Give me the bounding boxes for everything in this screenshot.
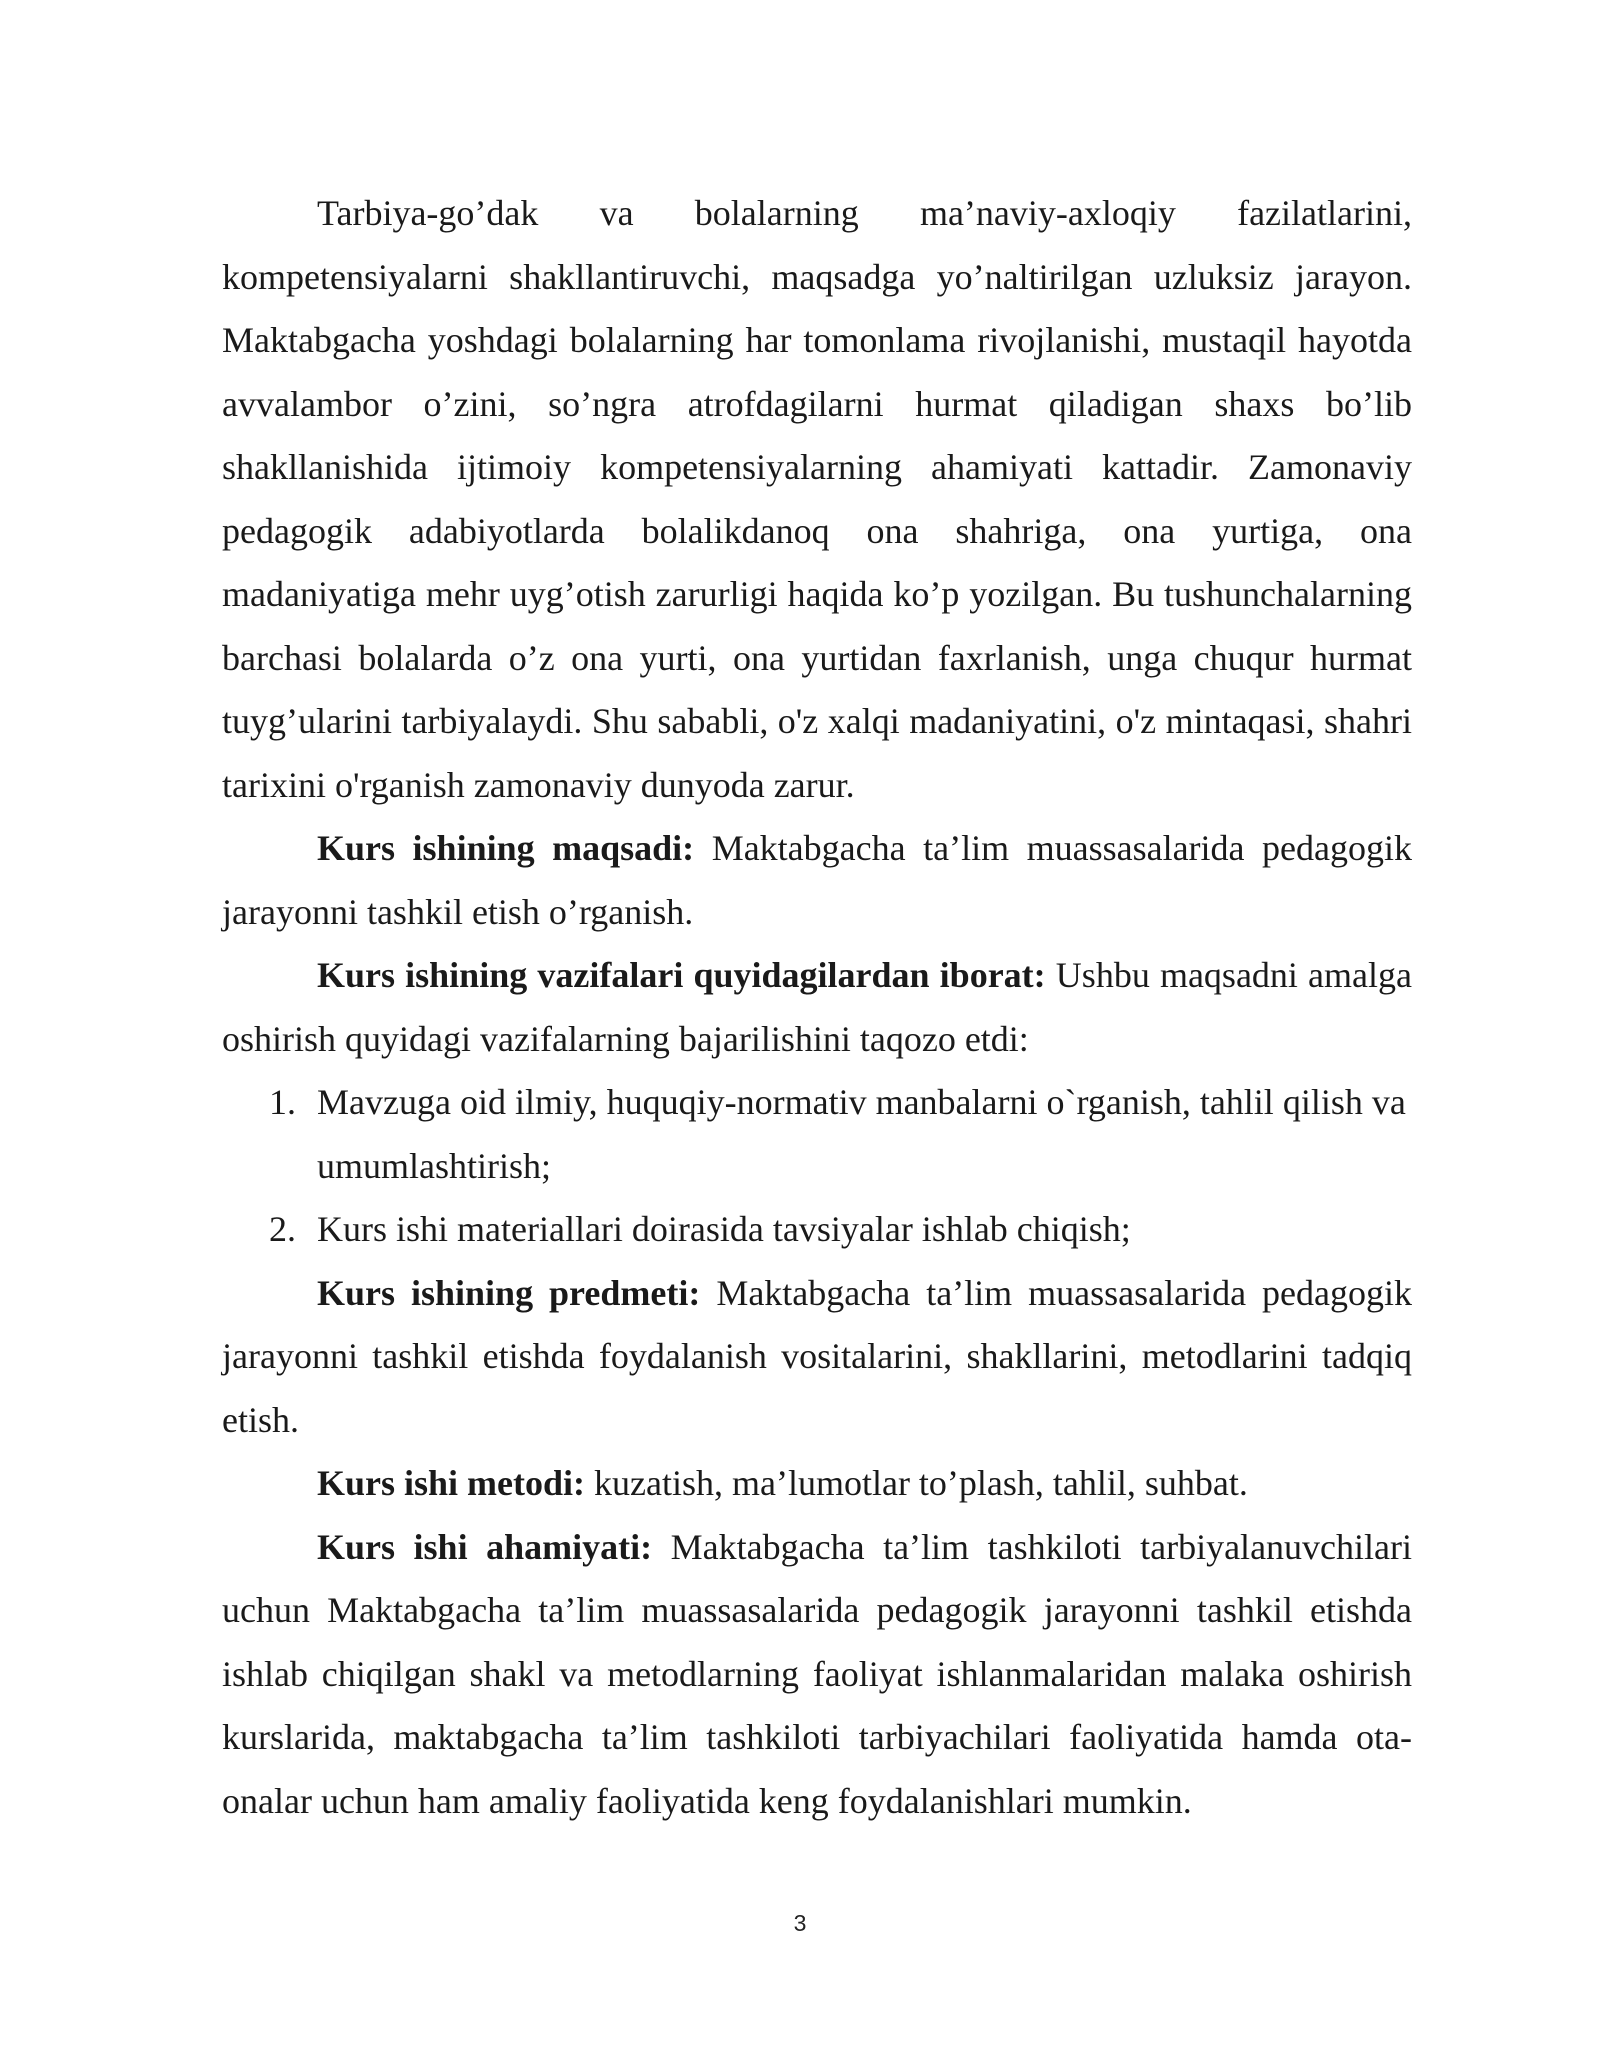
- method-paragraph: [222, 1452, 1412, 1516]
- method-text: kuzatish, ma’lumotlar to’plash, tahlil, suhbat.: [585, 1463, 1248, 1503]
- tasks-list: [222, 1071, 1412, 1262]
- tasks-label: Kurs ishining vazifalari quyidagilardan iborat:: [317, 955, 1046, 995]
- tasks-paragraph: [222, 944, 1412, 1071]
- tasks-text: Ushbu maqsadni amalga oshirish quyidagi vazifalarning bajarilishini taqozo etdi:: [222, 955, 1412, 1059]
- subject-label: Kurs ishining predmeti:: [317, 1272, 701, 1313]
- intro-paragraph: Tarbiya-go’dak va bolalarning ma’naviy-axloqiy fazilatlarini, kompetensiyalarni shakllantiruvchi, maqsadga yo’naltirilgan uzluksiz jarayon. Maktabgacha yoshdagi bolalarning har tomonlama rivojlanishi, mustaqil hayotda avvalambor o’zini, so’ngra atrofdagilarni hurmat qiladigan shaxs bo’lib shakllanishida ijtimoiy kompetensiyalarning ahamiyati kattadir. Zamonaviy pedagogik adabiyotlarda bolalikdanoq ona shahriga, ona yurtiga, ona madaniyatiga mehr uyg’otish zarurligi haqida ko’p yozilgan. Bu tushunchalarning barchasi bolalarda o’z ona yurti, ona yurtidan faxrlanish, unga chuqur hurmat tuyg’ularini tarbiyalaydi. Shu sababli, o'z xalqi madaniyatini, o'z mintaqasi, shahri tarixini o'rganish zamonaviy dunyoda zarur.: [222, 193, 1412, 805]
- list-item: [222, 1198, 1412, 1262]
- significance-paragraph: [222, 1516, 1412, 1834]
- list-item: [222, 1071, 1412, 1198]
- method-label: Kurs ishi metodi:: [317, 1463, 586, 1503]
- goal-text: Maktabgacha ta’lim muassasalarida pedagogik jarayonni tashkil etish o’rganish.: [222, 828, 1412, 932]
- document-body: [222, 182, 1412, 1833]
- subject-paragraph: [222, 1262, 1412, 1453]
- list-item-number: 1.: [269, 1082, 296, 1122]
- page-number: 3: [793, 1910, 807, 1936]
- significance-text: Maktabgacha ta’lim tashkiloti tarbiyalanuvchilari uchun Maktabgacha ta’lim muassasalarida pedagogik jarayonni tashkil etishda ishlab chiqilgan shakl va metodlarning faoliyat ishlanmalaridan malaka oshirish kurslarida, maktabgacha ta’lim tashkiloti tarbiyachilari faoliyatida hamda ota-onalar uchun ham amaliy faoliyatida keng foydalanishlari mumkin.: [222, 1526, 1412, 1821]
- significance-label: Kurs ishi ahamiyati:: [317, 1526, 653, 1567]
- subject-text: Maktabgacha ta’lim muassasalarida pedagogik jarayonni tashkil etishda foydalanish vositalarini, shakllarini, metodlarini tadqiq etish.: [222, 1272, 1412, 1440]
- goal-label: Kurs ishining maqsadi:: [317, 828, 695, 868]
- list-item-text: Kurs ishi materiallari doirasida tavsiyalar ishlab chiqish;: [317, 1209, 1131, 1249]
- list-item-text: Mavzuga oid ilmiy, huquqiy-normativ manbalarni o`rganish, tahlil qilish va umumlashtirish;: [317, 1082, 1406, 1186]
- list-item-number: 2.: [269, 1209, 296, 1249]
- goal-paragraph: [222, 817, 1412, 944]
